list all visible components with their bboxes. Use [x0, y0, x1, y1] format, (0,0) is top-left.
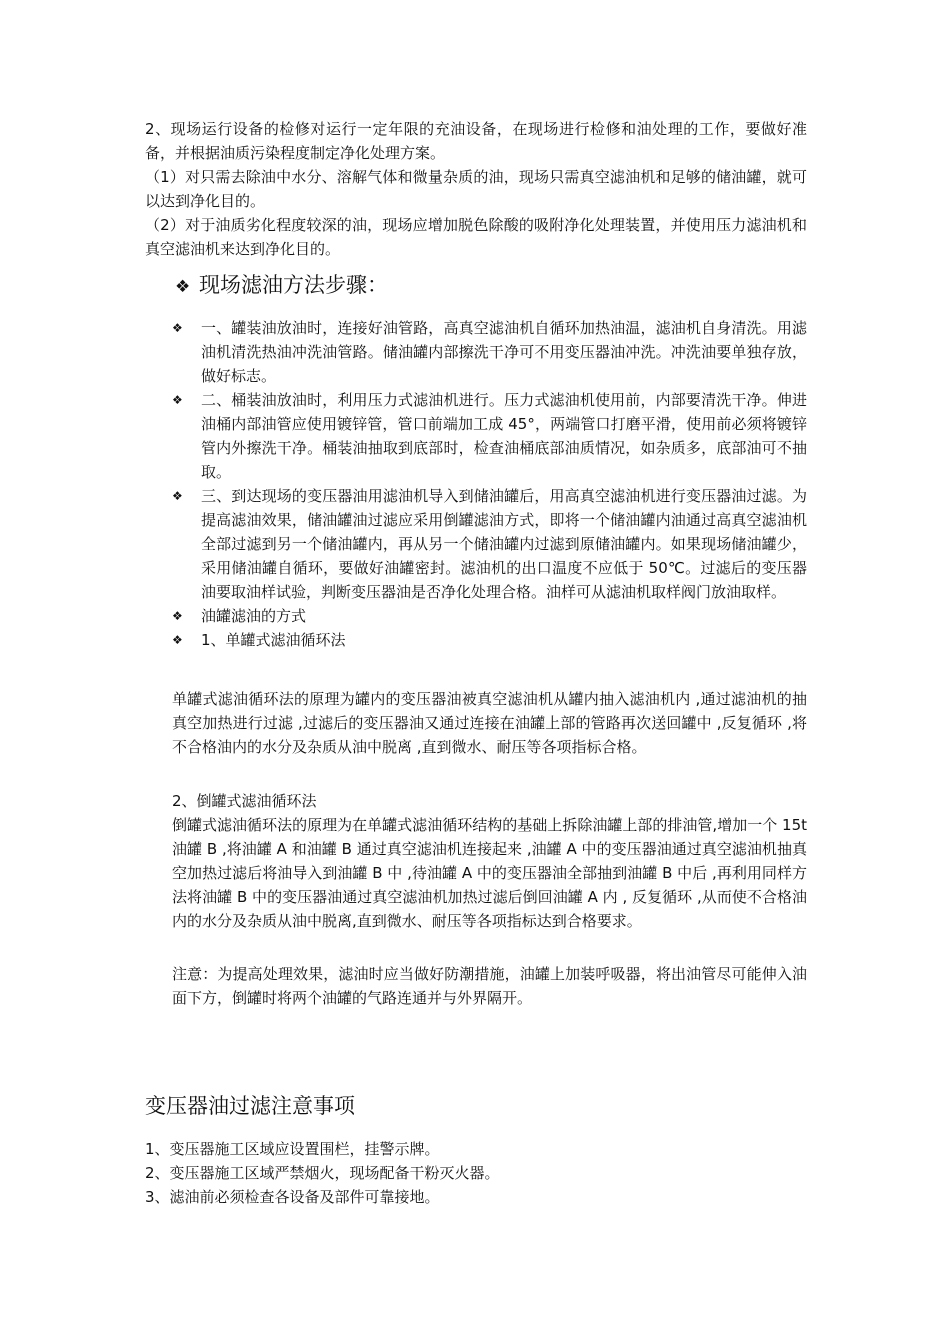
diamond-bullet-icon: ❖	[172, 609, 183, 623]
intro-section	[145, 117, 807, 261]
section-title: 变压器油过滤注意事项	[145, 1094, 355, 1118]
list-item	[172, 484, 807, 604]
intro-paragraph: （1）对只需去除油中水分、溶解气体和微量杂质的油，现场只需真空滤油机和足够的储油罐，就可以达到净化目的。	[145, 168, 807, 210]
inverted-tank-title: 2、倒罐式滤油循环法	[172, 792, 317, 810]
list-item-text: 三、到达现场的变压器油用滤油机导入到储油罐后，用高真空滤油机进行变压器油过滤。为提高滤油效果，储油罐油过滤应采用倒罐滤油方式，即将一个储油罐内油通过高真空滤油机全部过滤到另一个储油罐内，再从另一个储油罐内过滤到原储油罐内。如果现场储油罐少，采用储油罐自循环，要做好油罐密封。滤油机的出口温度不应低于 50℃。过滤后的变压器油要取油样试验，判断变压器油是否净化处理合格。油样可从滤油机取样阀门放油取样。	[201, 487, 807, 601]
precaution-item: 1、变压器施工区域应设置围栏，挂警示牌。	[145, 1140, 440, 1158]
list-item	[172, 316, 807, 388]
method-heading-text: 现场滤油方法步骤：	[199, 273, 388, 297]
diamond-bullet-icon: ❖	[172, 393, 183, 407]
list-item	[172, 604, 807, 628]
inverted-tank-description: 倒罐式滤油循环法的原理为在单罐式滤油循环结构的基础上拆除油罐上部的排油管,增加一个 15t 油罐 B ,将油罐 A 和油罐 B 通过真空滤油机连接起来 ,油罐 A 中的变压器油通过真空滤油机抽真空加热过滤后将油导入到油罐 B 中 ,待油罐 A 中的变压器油全部抽到油罐 B 中后 ,再利用同样方法将油罐 B 中的变压器油通过真空滤油机加热过滤后倒回油罐 A 内 , 反复循环 ,从而使不合格油内的水分及杂质从油中脱离,直到微水、耐压等各项指标达到合格要求。	[172, 816, 807, 930]
list-item-text: 二、桶装油放油时，利用压力式滤油机进行。压力式滤油机使用前，内部要清洗干净。伸进油桶内部油管应使用镀锌管，管口前端加工成 45°，两端管口打磨平滑，使用前必须将镀锌管内外擦洗干净。桶装油抽取到底部时，检查油桶底部油质情况，如杂质多，底部油可不抽取。	[201, 391, 807, 481]
intro-paragraph: （2）对于油质劣化程度较深的油，现场应增加脱色除酸的吸附净化处理装置，并使用压力滤油机和真空滤油机来达到净化目的。	[145, 216, 807, 258]
diamond-bullet-icon: ❖	[175, 277, 191, 297]
list-item-text: 油罐滤油的方式	[201, 607, 307, 625]
list-item-text: 1、单罐式滤油循环法	[201, 631, 346, 649]
precaution-item: 3、滤油前必须检查各设备及部件可靠接地。	[145, 1188, 440, 1206]
diamond-bullet-icon: ❖	[172, 321, 183, 335]
single-tank-description: 单罐式滤油循环法的原理为罐内的变压器油被真空滤油机从罐内抽入滤油机内 ,通过滤油机的抽真空加热进行过滤 ,过滤后的变压器油又通过连接在油罐上部的管路再次送回罐中 ,反复循环 ,将不合格油内的水分及杂质从油中脱离 ,直到微水、耐压等各项指标合格。	[172, 690, 807, 756]
precautions-list	[145, 1137, 807, 1209]
list-item-text: 一、罐装油放油时，连接好油管路，高真空滤油机自循环加热油温，滤油机自身清洗。用滤油机清洗热油冲洗油管路。储油罐内部擦洗干净可不用变压器油冲洗。冲洗油要单独存放，做好标志。	[201, 319, 807, 385]
diamond-bullet-icon: ❖	[172, 489, 183, 503]
note-paragraph: 注意：为提高处理效果，滤油时应当做好防潮措施，油罐上加装呼吸器，将出油管尽可能伸入油面下方，倒罐时将两个油罐的气路连通并与外界隔开。	[172, 965, 807, 1007]
diamond-bullet-icon: ❖	[172, 633, 183, 647]
intro-paragraph: 2、现场运行设备的检修对运行一定年限的充油设备，在现场进行检修和油处理的工作，要做好准备，并根据油质污染程度制定净化处理方案。	[145, 120, 807, 162]
method-heading	[175, 270, 775, 302]
list-item	[172, 628, 807, 652]
method-list	[172, 316, 807, 652]
precaution-item: 2、变压器施工区域严禁烟火，现场配备干粉灭火器。	[145, 1164, 500, 1182]
list-item	[172, 388, 807, 484]
